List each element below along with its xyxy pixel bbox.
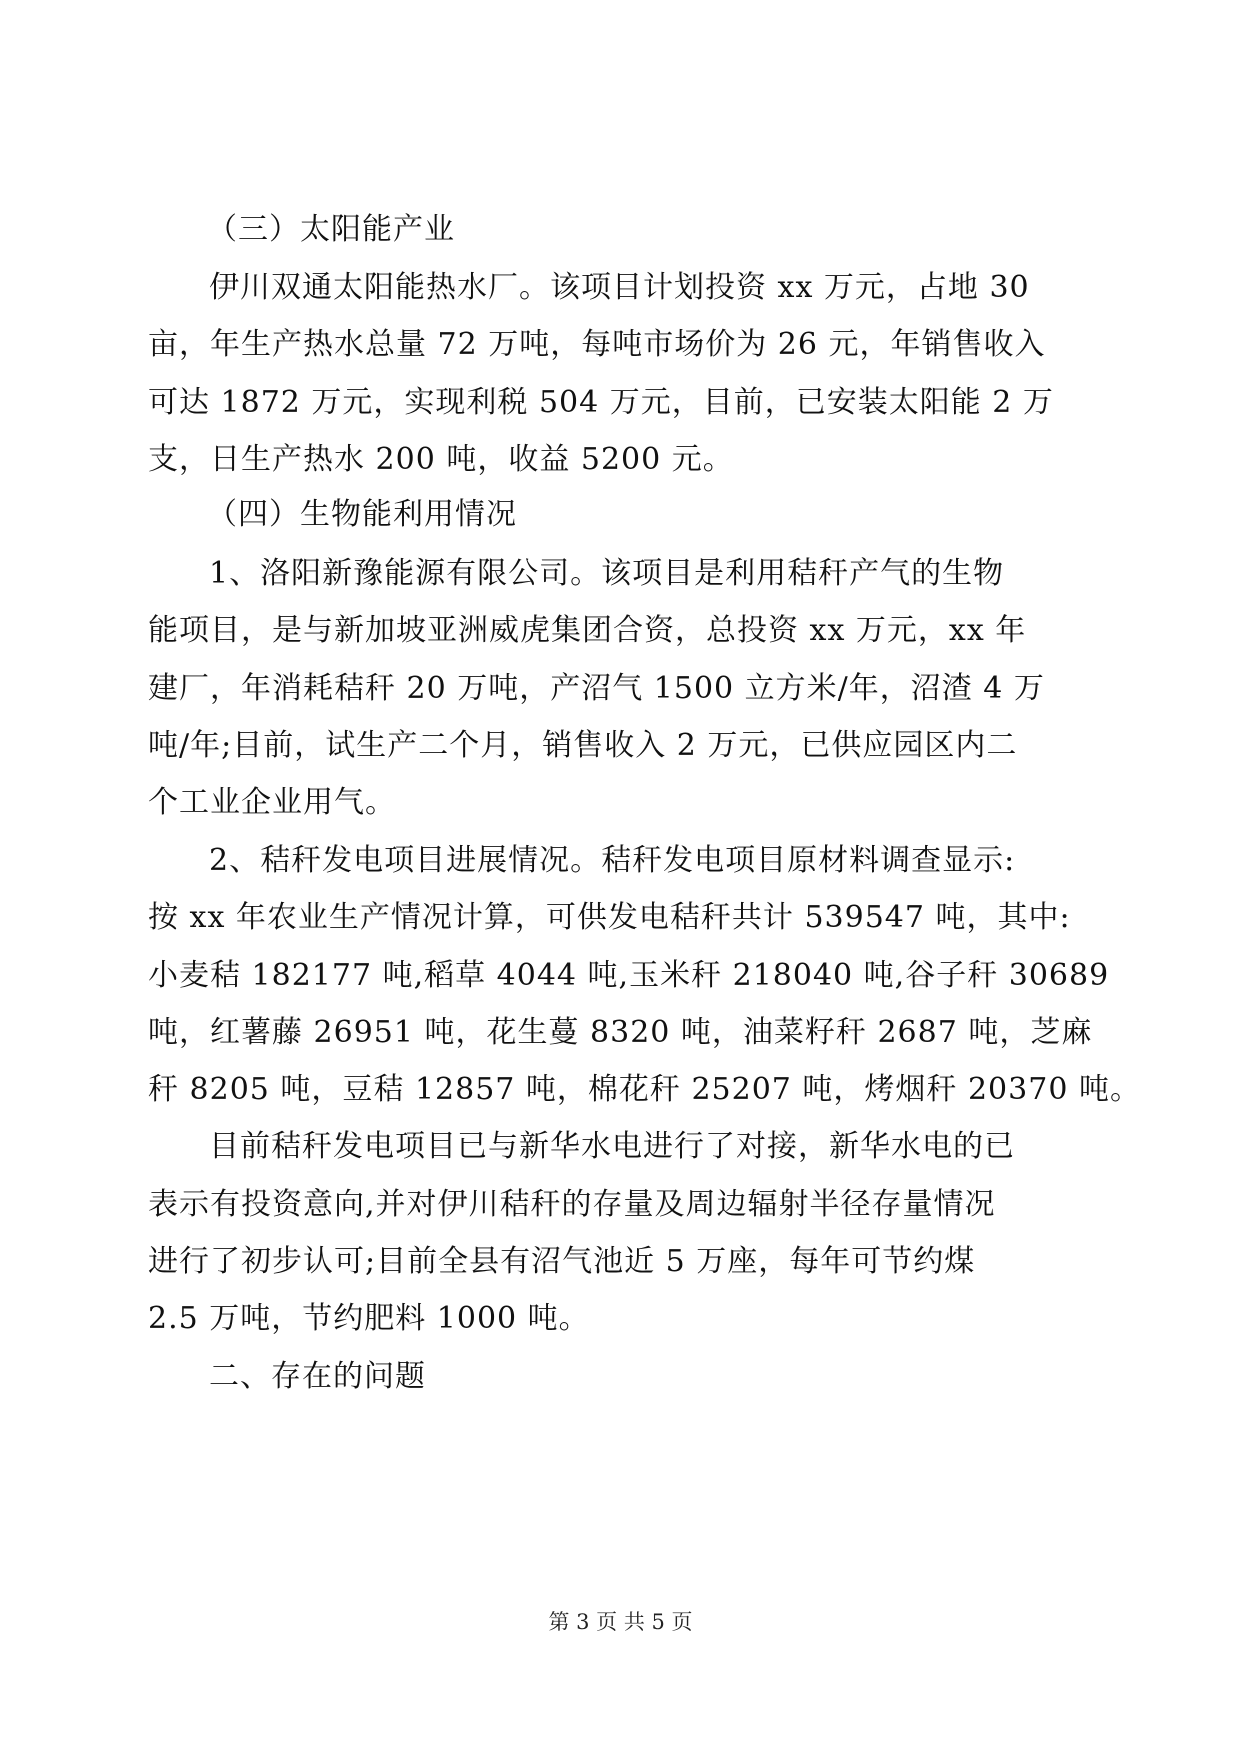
section-heading-bioenergy: （四）生物能利用情况	[207, 497, 517, 532]
paragraph-line: 吨，红薯藤 26951 吨，花生蔓 8320 吨，油菜籽秆 2687 吨，芝麻	[148, 1015, 1093, 1050]
paragraph-line: 目前秸秆发电项目已与新华水电进行了对接，新华水电的已	[209, 1129, 1015, 1164]
paragraph-line: 2、秸秆发电项目进展情况。秸秆发电项目原材料调查显示:	[209, 843, 1016, 878]
paragraph-line: 吨/年;目前，试生产二个月，销售收入 2 万元，已供应园区内二	[148, 728, 1018, 763]
page-number-footer: 第 3 页 共 5 页	[548, 1610, 693, 1634]
paragraph-line: 秆 8205 吨，豆秸 12857 吨，棉花秆 25207 吨，烤烟秆 20370 吨。	[148, 1072, 1141, 1107]
paragraph-line: 亩，年生产热水总量 72 万吨，每吨市场价为 26 元，年销售收入	[148, 327, 1046, 362]
paragraph-line: 表示有投资意向,并对伊川秸秆的存量及周边辐射半径存量情况	[148, 1187, 996, 1222]
paragraph-line: 个工业企业用气。	[148, 785, 396, 820]
paragraph-line: 可达 1872 万元，实现利税 504 万元，目前，已安装太阳能 2 万	[148, 385, 1054, 420]
paragraph-line: 2.5 万吨，节约肥料 1000 吨。	[148, 1301, 590, 1336]
paragraph-line: 1、洛阳新豫能源有限公司。该项目是利用秸秆产气的生物	[209, 556, 1005, 591]
section-heading-solar: （三）太阳能产业	[207, 212, 455, 247]
paragraph-line: 小麦秸 182177 吨,稻草 4044 吨,玉米秆 218040 吨,谷子秆 30689	[148, 958, 1110, 993]
paragraph-line: 支，日生产热水 200 吨，收益 5200 元。	[148, 442, 734, 477]
paragraph-line: 建厂，年消耗秸秆 20 万吨，产沼气 1500 立方米/年，沼渣 4 万	[148, 671, 1045, 706]
section-heading-problems: 二、存在的问题	[209, 1359, 426, 1394]
paragraph-line: 能项目，是与新加坡亚洲威虎集团合资，总投资 xx 万元，xx 年	[148, 613, 1027, 648]
paragraph-line: 按 xx 年农业生产情况计算，可供发电秸秆共计 539547 吨，其中:	[148, 900, 1071, 935]
paragraph-line: 伊川双通太阳能热水厂。该项目计划投资 xx 万元，占地 30	[209, 270, 1030, 305]
paragraph-line: 进行了初步认可;目前全县有沼气池近 5 万座，每年可节约煤	[148, 1244, 976, 1279]
